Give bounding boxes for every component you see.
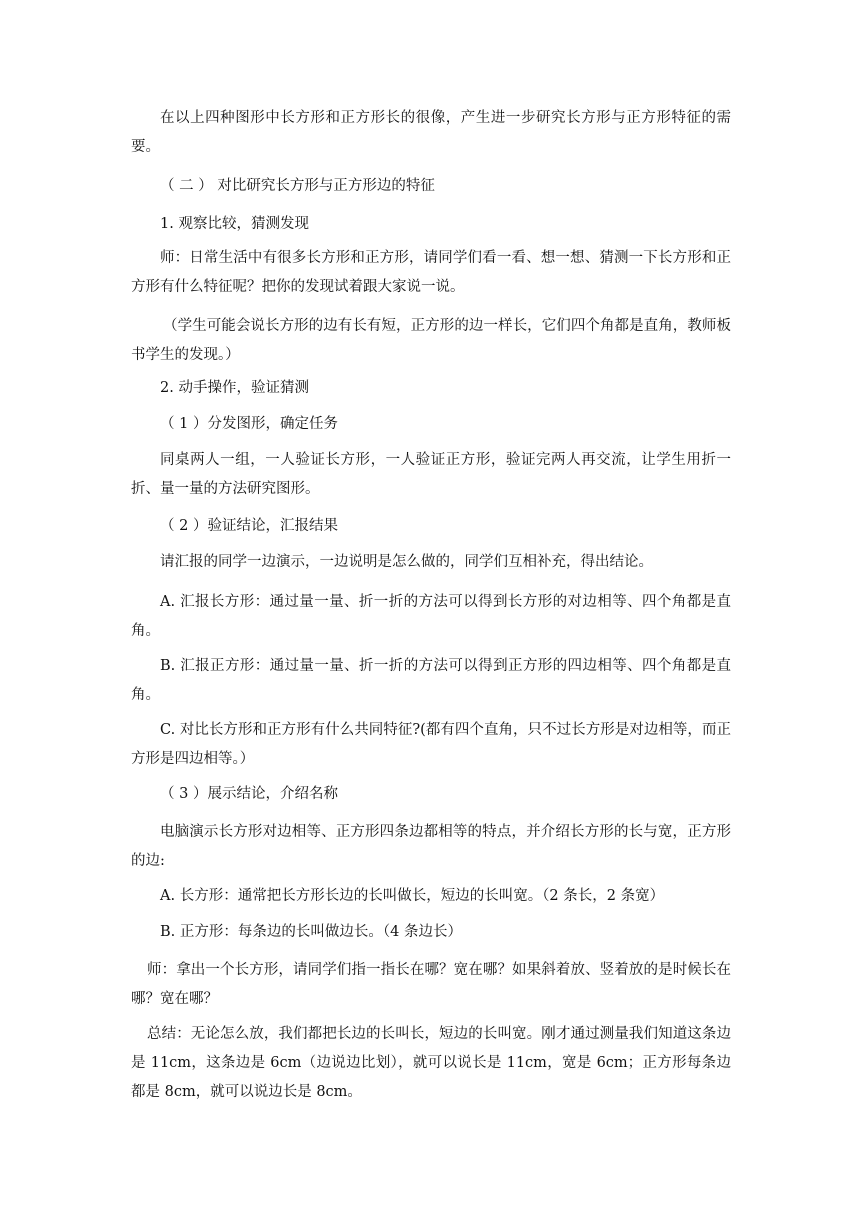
item-a-rectangle-definition: A. 长方形：通常把长方形长边的长叫做长，短边的长叫宽。（2 条长，2 条宽）	[160, 888, 665, 904]
paragraph-report-instruction: 请汇报的同学一边演示，一边说明是怎么做的，同学们互相补充，得出结论。	[160, 554, 653, 570]
section-heading-2: （ 二 ） 对比研究长方形与正方形边的特征	[160, 178, 435, 194]
substep-1-heading: （ 1 ）分发图形，确定任务	[160, 416, 338, 432]
item-c-compare: C. 对比长方形和正方形有什么共同特征?(都有四个直角，只不过长方形是对边相等，而正方形是四边相等。）	[131, 722, 731, 767]
item-b-square-definition: B. 正方形：每条边的长叫做边长。（4 条边长）	[160, 924, 462, 940]
paragraph-teacher-question: 师：日常生活中有很多长方形和正方形，请同学们看一看、想一想、猜测一下长方形和正方形有什么特征呢？把你的发现试着跟大家说一说。	[131, 250, 731, 295]
paragraph-student-response: （学生可能会说长方形的边有长有短，正方形的边一样长，它们四个角都是直角，教师板书学生的发现。）	[131, 318, 731, 363]
substep-3-heading: （ 3 ）展示结论，介绍名称	[160, 786, 338, 802]
step-1-heading: 1. 观察比较，猜测发现	[160, 216, 309, 232]
paragraph-computer-demo: 电脑演示长方形对边相等、正方形四条边都相等的特点，并介绍长方形的长与宽，正方形的边:	[131, 824, 731, 869]
step-2-heading: 2. 动手操作，验证猜测	[160, 380, 309, 396]
paragraph-teacher-activity: 师：拿出一个长方形，请同学们指一指长在哪？宽在哪？如果斜着放、竖着放的是时候长在哪？宽在哪？	[131, 962, 731, 1007]
paragraph-summary: 总结：无论怎么放，我们都把长边的长叫长，短边的长叫宽。刚才通过测量我们知道这条边是 11cm，这条边是 6cm（边说边比划），就可以说长是 11cm，宽是 6cm；正方形每条边都是 8cm，就可以说边长是 8cm。	[131, 1026, 731, 1100]
paragraph-pair-work: 同桌两人一组，一人验证长方形，一人验证正方形，验证完两人再交流，让学生用折一折、量一量的方法研究图形。	[131, 452, 731, 497]
item-b-square-report: B. 汇报正方形：通过量一量、折一折的方法可以得到正方形的四边相等、四个角都是直角。	[131, 658, 731, 703]
paragraph-intro: 在以上四种图形中长方形和正方形长的很像，产生进一步研究长方形与正方形特征的需要。	[131, 110, 731, 155]
substep-2-heading: （ 2 ）验证结论，汇报结果	[160, 518, 338, 534]
item-a-rectangle-report: A. 汇报长方形：通过量一量、折一折的方法可以得到长方形的对边相等、四个角都是直角。	[131, 594, 731, 639]
